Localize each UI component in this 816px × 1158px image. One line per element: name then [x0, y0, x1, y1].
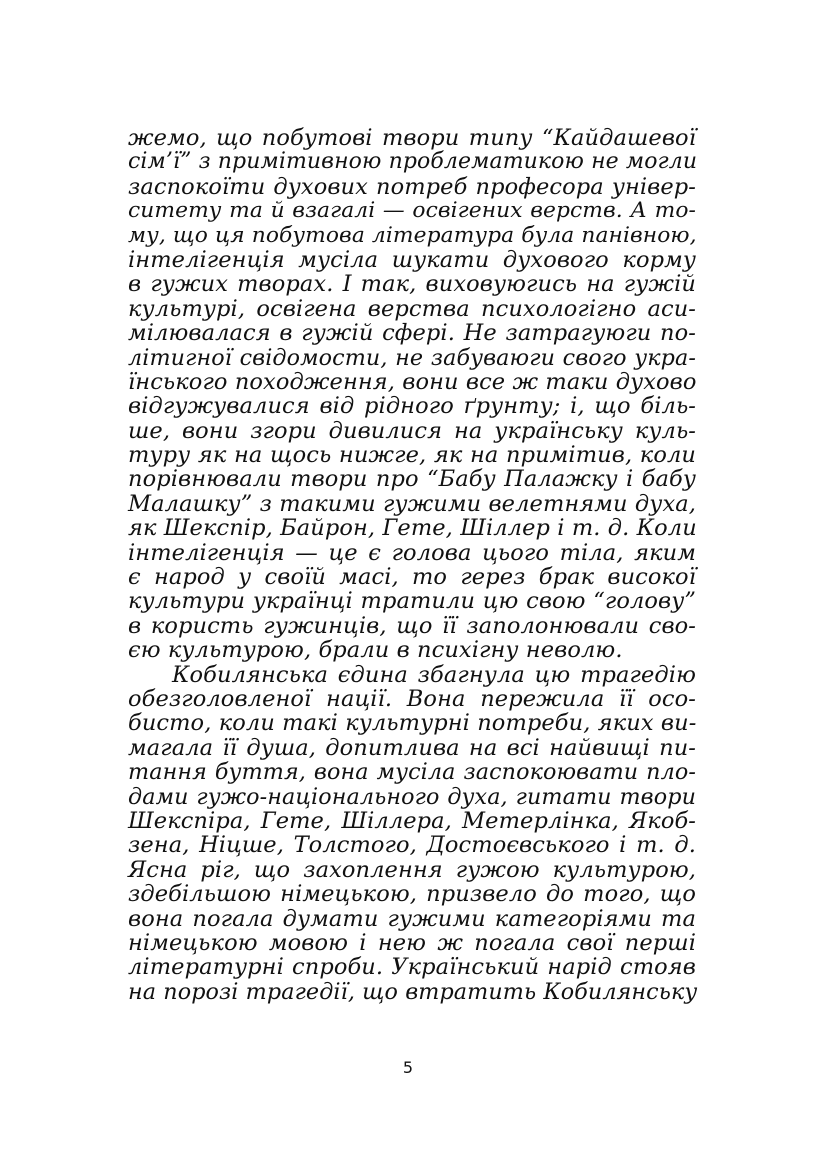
- text-line: обезголовленої нації. Вона пережила її осо-: [128, 685, 696, 712]
- text-line: в користь гужинців, що її заполонювали сво-: [128, 612, 696, 639]
- text-line: в гужих творах. І так, виховуюгись на гужій: [128, 271, 696, 298]
- text-line: ше, вони згори дивилися на українську куль-: [128, 417, 696, 444]
- text-line: Малашку” з такими гужими велетнями духа,: [128, 490, 696, 517]
- text-line: літературні спроби. Український нарід стояв: [128, 954, 696, 981]
- text-line: вона погала думати гужими категоріями та: [128, 905, 696, 932]
- text-line: на порозі трагедії, що втратить Кобилянську: [128, 978, 698, 1005]
- text-line: тання буття, вона мусіла заспокоювати пло-: [128, 759, 696, 786]
- text-line: літигної свідомости, не забуваюги свого укра-: [128, 344, 696, 371]
- text-line: жемо, що побутові твори типу “Кайдашевої: [128, 125, 696, 151]
- page-number: 5: [402, 1058, 414, 1077]
- paragraph-start-line: Кобилянська єдина збагнула цю трагедію: [172, 661, 696, 688]
- text-line: відгужувалися від рідного ґрунту; і, що біль-: [128, 393, 696, 420]
- text-line: заспокоїти духових потреб професора універ-: [128, 173, 696, 200]
- text-line: інтелігенція мусіла шукати духового корму: [128, 246, 696, 273]
- text-line: бисто, коли такі культурні потреби, яких ви-: [128, 710, 697, 737]
- text-line: культурі, освігена верства психологігно аси-: [128, 295, 696, 322]
- text-line: му, що ця побутова література була панівною,: [128, 222, 697, 248]
- text-line: магала її душа, допитлива на всі найвищі пи-: [128, 734, 696, 761]
- text-line: культури українці тратили цю свою “голову”: [128, 588, 696, 615]
- text-line: німецькою мовою і нею ж погала свої перші: [128, 929, 696, 956]
- paragraph-end-line: єю культурою, брали в психігну неволю.: [128, 637, 623, 664]
- text-line: порівнювали твори про “Бабу Палажку і бабу: [128, 466, 696, 493]
- text-line: дами гужо-національного духа, гитати твори: [128, 783, 696, 810]
- text-line: інтелігенція — це є голова цього тіла, яким: [128, 539, 696, 566]
- text-line: мілювалася в гужій сфері. Не затрагуюги по-: [128, 320, 696, 347]
- text-line: зена, Ніцше, Толстого, Достоєвського і т. д.: [128, 832, 696, 859]
- text-line: ситету та й взагалі — освігених верств. А то-: [128, 198, 696, 224]
- text-line: Ясна ріг, що захоплення гужою культурою,: [128, 856, 696, 883]
- text-line: туру як на щось нижге, як на примітив, коли: [128, 442, 696, 469]
- text-line: сім’ї” з примітивною проблематикою не могли: [128, 149, 698, 175]
- text-line: їнського походження, вони все ж таки духово: [128, 368, 697, 395]
- text-line: як Шекспір, Байрон, Гете, Шіллер і т. д. Коли: [128, 515, 697, 542]
- text-line: здебільшою німецькою, призвело до того, що: [128, 881, 696, 908]
- text-line: є народ у своїй масі, то герез брак високої: [128, 564, 696, 591]
- body-text: [128, 126, 696, 1004]
- text-line: Шекспіра, Гете, Шіллера, Метерлінка, Якоб-: [128, 807, 696, 834]
